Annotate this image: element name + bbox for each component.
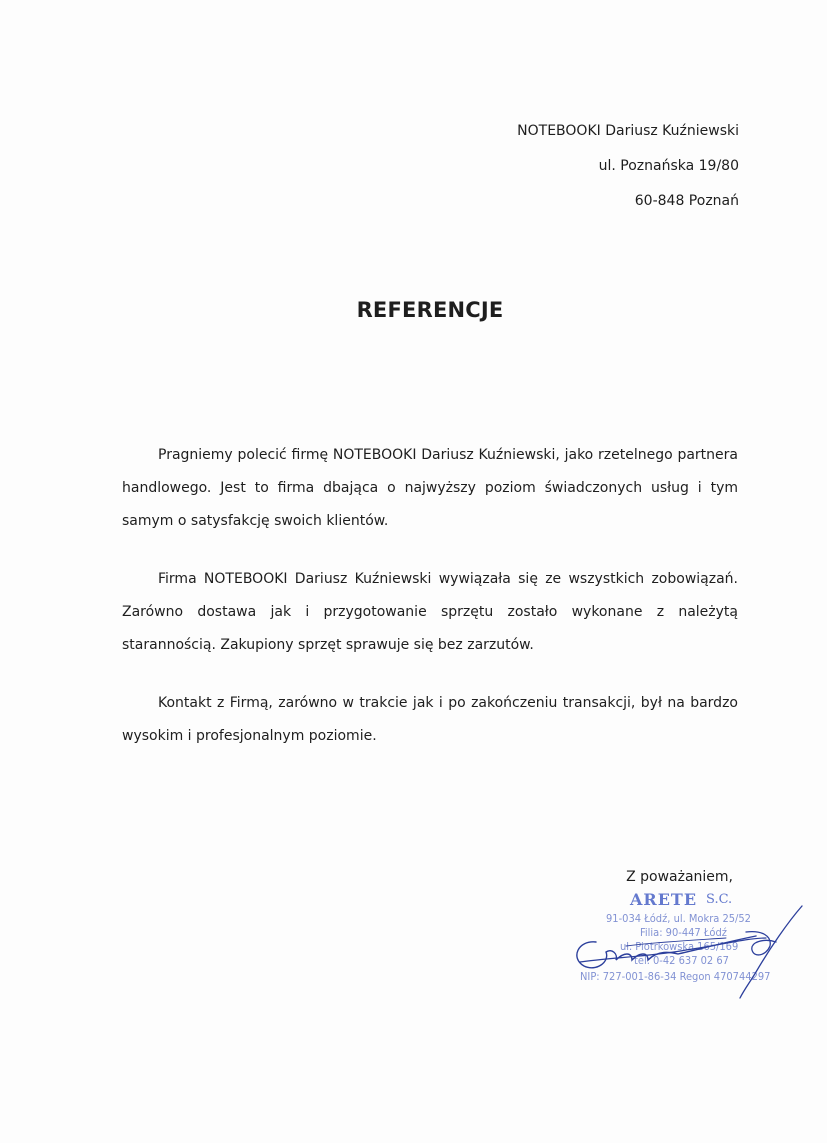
stamp-phone-line: tel. 0-42 637 02 67	[634, 954, 729, 967]
stamp-branch-line: Filia: 90-447 Łódź	[640, 926, 727, 939]
stamp-company-suffix: S.C.	[706, 892, 733, 907]
paragraph-2: Firma NOTEBOOKI Dariusz Kuźniewski wywiązała się ze wszystkich zobowiązań. Zarówno dostawa jak i przygotowanie sprzętu zostało wykonane z należytą starannością. Zakupiony sprzęt sprawuje się bez zarzutów.	[122, 571, 738, 653]
paragraph-3: Kontakt z Firmą, zarówno w trakcie jak i po zakończeniu transakcji, był na bardzo wysokim i profesjonalnym poziomie.	[122, 695, 738, 744]
stamp-tax-line: NIP: 727-001-86-34 Regon 470744297	[580, 970, 771, 983]
sender-company: NOTEBOOKI Dariusz Kuźniewski	[517, 123, 739, 139]
stamp-branch-address-line: ul. Piotrkowska 165/169	[620, 940, 739, 953]
stamp-address-line: 91-034 Łódź, ul. Mokra 25/52	[606, 912, 751, 925]
stamp-company-name: ARETE	[630, 890, 698, 909]
sender-city: 60-848 Poznań	[634, 193, 739, 209]
paragraph-1: Pragniemy polecić firmę NOTEBOOKI Dariusz Kuźniewski, jako rzetelnego partnera handlowego. Jest to firma dbająca o najwyższy poziom świadczonych usług i tym samym o satysfakcję swoich klientów.	[122, 447, 738, 529]
document-title: REFERENCJE	[356, 298, 504, 322]
closing-salutation: Z poważaniem,	[626, 869, 733, 885]
sender-street: ul. Poznańska 19/80	[598, 158, 739, 174]
handwritten-signature	[566, 902, 816, 1002]
